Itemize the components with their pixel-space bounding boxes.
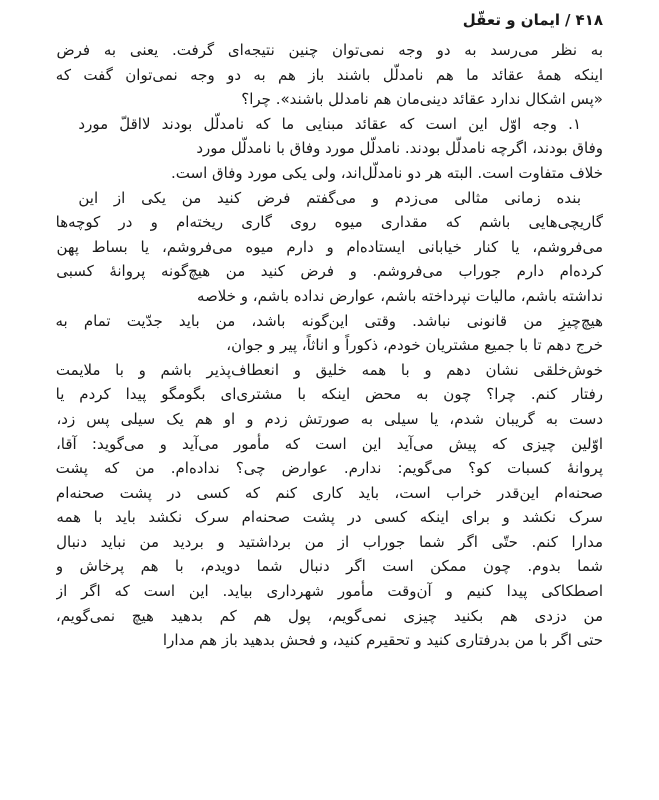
text-line: گاریچی‌هایی باشم که مقداری میوه روی گاری ریخته‌ام و در کوچه‌ها <box>56 213 603 232</box>
text-line: صحنه‌ام این‌قدر خراب است، باید کاری کنم که کسی در پشت صحنه‌ام <box>56 483 603 502</box>
text-line: من دزدی هم بکنید چیزی نمی‌گویم، پول هم کم بدهید هیچ نمی‌گویم، <box>56 606 603 625</box>
text-line: رفتار کنم. چرا؟ چون به محض اینکه با مشتری‌ای بگومگو پیدا کردم یا <box>56 385 603 404</box>
text-line: سرک نکشد و برای اینکه کسی در پشت صحنه‌ام سرک نکشد باید با همه <box>56 508 603 527</box>
text-line: مدارا کنم. حتّی اگر شما جوراب از من برداشتید و بردید من نباید دنبال <box>56 532 603 551</box>
text-line: خلاف متفاوت است. البته هر دو نامدلّل‌اند، ولی یکی مورد وفاق است. <box>171 163 603 182</box>
text-line: «پس اشکال ندارد عقائد دینی‌مان هم نامدلل باشند». چرا؟ <box>241 90 603 109</box>
text-line: اوّلین چیزی که پیش می‌آید این است که مأمور می‌آید و می‌گوید: آقا، <box>56 434 603 453</box>
text-line: خرج دهم تا با جمیع مشتریان خودم، ذکوراً و اناثاً، پیر و جوان، <box>226 336 603 355</box>
paragraph <box>56 38 603 112</box>
text-line: شما بدوم. چون ممکن است اگر دنبال شما دویدم، با هم پرخاش و <box>56 557 603 576</box>
text-line: به نظر می‌رسد به دو وجه نمی‌توان چنین نتیجه‌ای گرفت. یعنی به فرض <box>56 41 603 59</box>
text-line: بنده زمانی مثالی می‌زدم و می‌گفتم فرض کنید من یکی از این <box>78 188 581 207</box>
text-line: نداشته باشم، مالیات نپرداخته باشم، عوارض نداده باشم، و خلاصه <box>197 286 603 305</box>
text-line: اصطکاکی پیدا کنیم و آن‌وقت مأمور شهرداری بیاید. این است که اگر از <box>56 582 603 601</box>
text-line: پروانهٔ کسبات کو؟ می‌گویم: ندارم. عوارض چی؟ نداده‌ام. من که پشت <box>56 459 603 478</box>
text-line: وفاق بودند، اگرچه نامدلّل بودند. نامدلّل مورد وفاق با نامدلّل مورد <box>196 139 603 158</box>
text-line: ۱. وجه اوّل این است که عقائد مبنایی ما که نامدلّل بودند لااقلّ مورد <box>78 114 581 133</box>
text-line: دست به گریبان شدم، یا سیلی به صورتش زدم و او هم یک سیلی پس زد، <box>56 409 603 428</box>
text-line: کرده‌ام دارم جوراب می‌فروشم. و فرض کنید من هیچ‌گونه پروانهٔ کسبی <box>56 262 603 281</box>
paragraph <box>56 186 603 653</box>
text-line: حتی اگر با من بدرفتاری کنید و تحقیرم کنید، و فحش بدهید باز هم مدارا <box>162 631 603 650</box>
text-line: اینکه همهٔ عقائد ما هم نامدلّل باشند باز هم به دو وجه نمی‌توان گفت که <box>56 65 603 84</box>
running-header <box>56 10 603 30</box>
page-number: ۴۱۸ <box>575 11 603 29</box>
book-title: ایمان و تعقّل <box>462 11 561 29</box>
text-line: می‌فروشم، یا کنار خیابانی ایستاده‌ام و دارم میوه می‌فروشم، یا بساط پهن <box>56 237 603 256</box>
text-line: خوش‌خلقی نشان دهم و با همه خلیق و انعطاف‌پذیر باشم و با ملایمت <box>56 360 603 379</box>
header-separator: / <box>565 11 571 29</box>
body-text <box>56 38 603 653</box>
paragraph <box>56 112 603 186</box>
text-line: هیچ‌چیزِ من قانونی نباشد. وقتی این‌گونه باشد، من باید جدّیت تمام به <box>56 311 603 330</box>
